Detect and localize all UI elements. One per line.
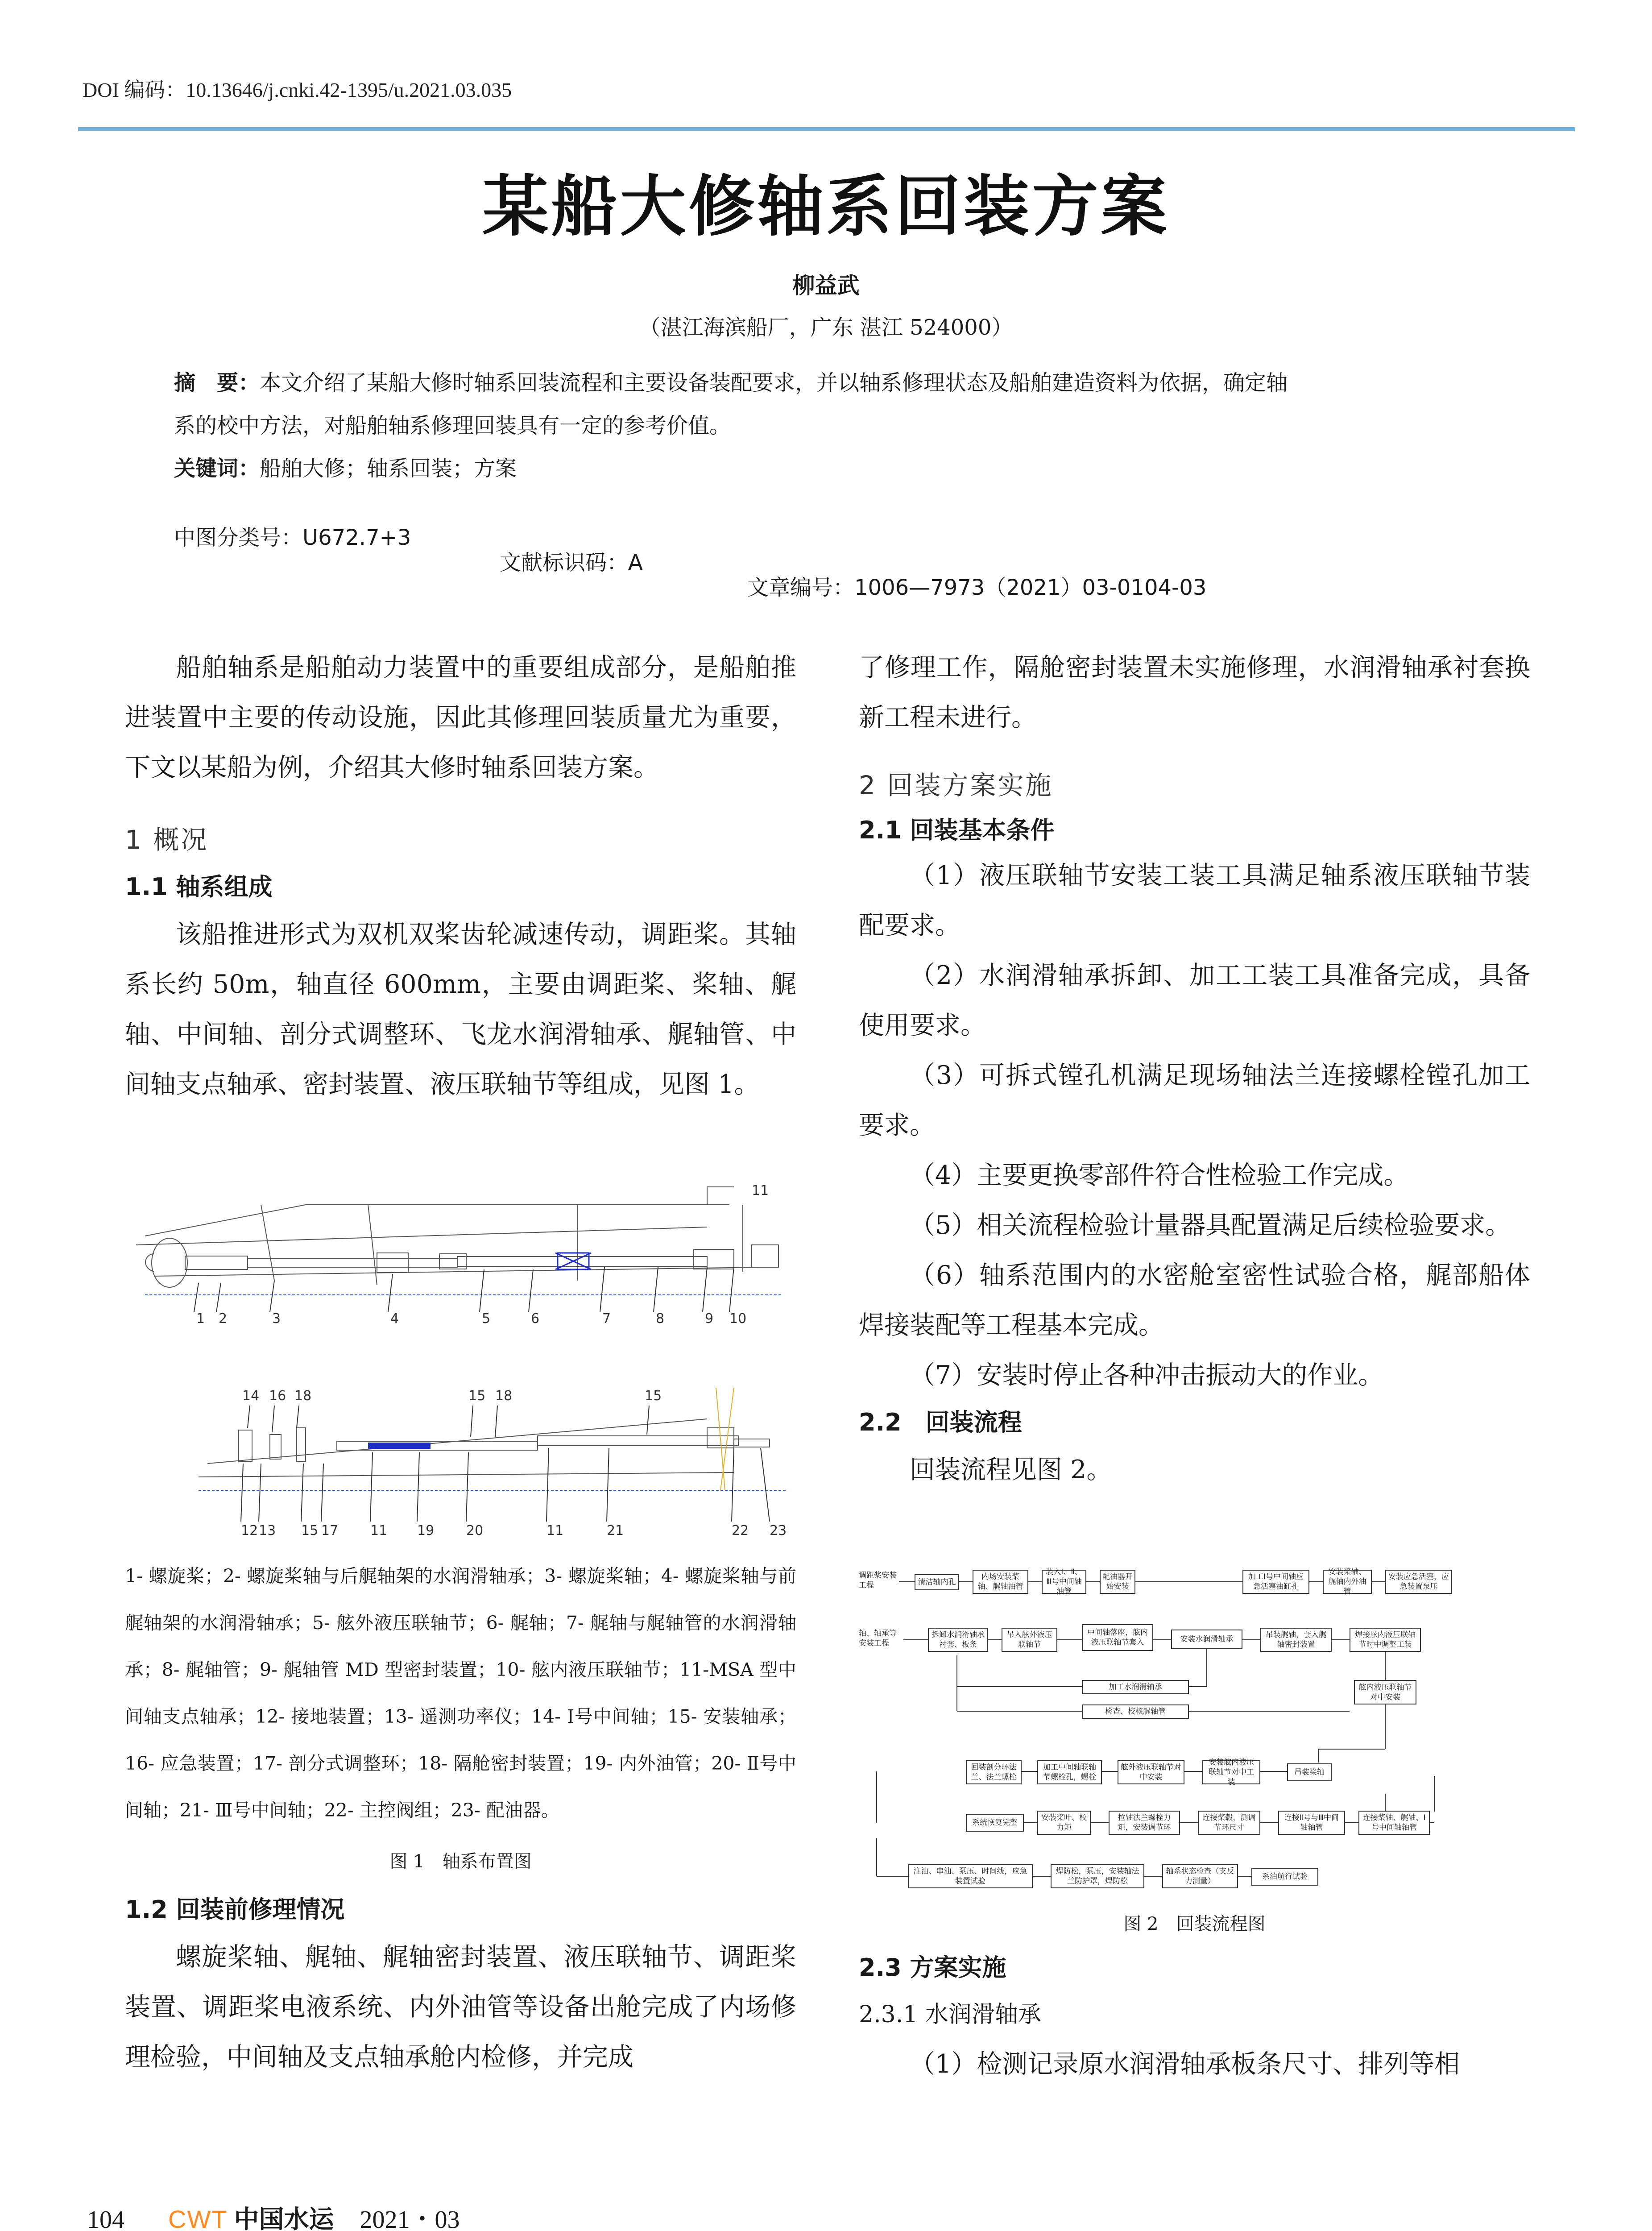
fig1-label: 4 <box>390 1311 399 1327</box>
flow-row-label: 调距桨安装工程 <box>859 1571 897 1590</box>
continued-paragraph: 了修理工作，隔舱密封装置未实施修理，水润滑轴承衬套换新工程未进行。 <box>859 653 1530 732</box>
flow-step: 加工Ⅰ号中间轴应急活塞油缸孔 <box>1242 1570 1309 1594</box>
doi-line: DOI 编码：10.13646/j.cnki.42-1395/u.2021.03.035 <box>83 79 512 101</box>
flow-step: 连接桨毂，测调节环尺寸 <box>1198 1811 1260 1835</box>
magazine-name: 中国水运 <box>234 2205 334 2231</box>
brand-logo: CWT <box>168 2205 228 2231</box>
fig1-label: 19 <box>417 1523 435 1538</box>
flow-step: 清洁轴内孔 <box>915 1574 959 1590</box>
classification-line <box>174 495 1207 600</box>
flow-step: 加工中间轴联轴节螺栓孔，螺栓 <box>1037 1760 1102 1784</box>
condition-item: （7）安装时停止各种冲击振动大的作业。 <box>910 1360 1384 1390</box>
left-column-top <box>125 643 796 1109</box>
flow-step: 连接桨轴、艉轴、Ⅰ号中间轴轴管 <box>1358 1811 1430 1835</box>
figure-2-caption: 图 2 回装流程图 <box>1123 1914 1266 1934</box>
condition-item: （1）液压联轴节安装工装工具满足轴系液压联轴节装配要求。 <box>859 861 1530 940</box>
fig1-label: 20 <box>466 1523 484 1538</box>
flow-step: 配油器开始安装 <box>1100 1570 1135 1594</box>
keywords-label: 关键词： <box>174 456 260 481</box>
flow-step: 注油、串油、泵压、时间线，应急装置试验 <box>908 1864 1033 1888</box>
flow-step: 焊接舷内液压联轴节时中调整工装 <box>1350 1628 1421 1652</box>
fig1-label: 23 <box>770 1523 787 1538</box>
fig1-label: 10 <box>729 1311 747 1327</box>
fig1-label: 16 <box>269 1388 286 1404</box>
section-1-2-paragraph: 螺旋桨轴、艉轴、艉轴密封装置、液压联轴节、调距桨装置、调距桨电液系统、内外油管等设备出舱完成了内场修理检验，中间轴及支点轴承舱内检修，并完成 <box>125 1942 796 2072</box>
fig1-label: 8 <box>656 1311 665 1327</box>
clc-number: 中图分类号：U672.7+3 <box>174 525 411 550</box>
fig1-label: 2 <box>219 1311 228 1327</box>
fig1-label: 11 <box>752 1183 769 1198</box>
flow-step: 加工水润滑轴承 <box>1082 1680 1189 1694</box>
flow-step: 轴系状态检查（支反力测量） <box>1162 1864 1238 1888</box>
flow-step: 吊装艉轴，套入艉轴密封装置 <box>1260 1628 1332 1652</box>
fig1-label: 18 <box>294 1388 312 1404</box>
flow-step: 回装剖分环法兰、法兰螺栓 <box>966 1760 1022 1784</box>
affiliation: （湛江海滨船厂，广东 湛江 524000） <box>639 315 1013 340</box>
fig1-label: 11 <box>547 1523 564 1538</box>
hull-line-upper <box>145 1205 729 1236</box>
issue: 2021・03 <box>360 2206 460 2231</box>
flow-step: 吊装桨轴 <box>1287 1763 1332 1781</box>
hull-line-diagonal <box>136 1227 707 1245</box>
fig1-label: 21 <box>607 1523 624 1538</box>
document-code: 文献标识码：A <box>500 550 643 575</box>
section-1-1-paragraph: 该船推进形式为双机双桨齿轮减速传动，调距桨。其轴系长约 50m，轴直径 600mm，主要由调距桨、桨轴、艉轴、中间轴、剖分式调整环、飞龙水润滑轴承、艉轴管、中间轴支点轴承、密封装置、液压联轴节等组成，见图 1。 <box>125 920 796 1099</box>
fig1-label: 9 <box>705 1311 714 1327</box>
flow-step: 检查、校核艉轴管 <box>1082 1704 1189 1719</box>
flow-step: 焊防松，泵压，安装轴法兰防护罩，焊防松 <box>1051 1864 1144 1888</box>
section-2-2-paragraph: 回装流程见图 2。 <box>910 1455 1112 1485</box>
section-2-3-heading: 2.3 方案实施 <box>859 1953 1006 1982</box>
flow-row-label: 轴、轴承等安装工程 <box>859 1629 897 1648</box>
condition-item: （2）水润滑轴承拆卸、加工工装工具准备完成，具备使用要求。 <box>859 961 1530 1040</box>
flow-step: 连接Ⅱ号与Ⅲ中间轴轴管 <box>1278 1811 1345 1835</box>
section-2-heading: 2 回装方案实施 <box>859 770 1053 800</box>
section-2-2-heading: 2.2 回装流程 <box>859 1408 1022 1436</box>
condition-item: （4）主要更换零部件符合性检验工作完成。 <box>910 1161 1409 1190</box>
propeller <box>152 1238 187 1287</box>
intro-paragraph: 船舶轴系是船舶动力装置中的重要组成部分，是船舶推进装置中主要的传动设施，因此其修理回装质量尤为重要，下文以某船为例，介绍其大修时轴系回装方案。 <box>125 653 796 782</box>
flow-step: 装入Ⅰ、Ⅱ、Ⅲ号中间轴油管 <box>1042 1570 1086 1594</box>
flow-step: 安装舷内液压联轴节对中工装 <box>1202 1760 1260 1784</box>
flow-step: 吊入舷外液压联轴节 <box>1002 1628 1057 1652</box>
section-2-3-1-heading: 2.3.1 水润滑轴承 <box>859 2001 1041 2028</box>
section-1-2-heading: 1.2 回装前修理情况 <box>125 1895 345 1924</box>
condition-item: （5）相关流程检验计量器具配置满足后续检验要求。 <box>910 1211 1511 1240</box>
flow-step: 系泊航行试验 <box>1251 1868 1318 1886</box>
author: 柳益武 <box>792 273 860 299</box>
figure-1-legend: 1- 螺旋桨；2- 螺旋桨轴与后艉轴架的水润滑轴承；3- 螺旋桨轴；4- 螺旋桨轴与前艉轴架的水润滑轴承；5- 舷外液压联轴节；6- 艉轴；7- 艉轴与艉轴管的水润滑轴承；8- 艉轴管；9- 艉轴管 MD 型密封装置；10- 舷内液压联轴节；11-MSA 型中间轴支点轴承；12- 接地装置；13- 遥测功率仪；14- Ⅰ号中间轴；15- 安装轴承；16- 应急装置；17- 剖分式调整环；18- 隔舱密封装置；19- 内外油管；20- Ⅱ号中间轴；21- Ⅲ号中间轴；22- 主控阀组；23- 配油器。 <box>125 1565 796 1821</box>
flow-step: 安装桨叶、校力矩 <box>1037 1811 1091 1835</box>
abstract <box>174 361 1490 490</box>
fig1-label: 13 <box>259 1523 276 1538</box>
fig1-label: 5 <box>482 1311 491 1327</box>
fig1-label: 12 <box>241 1523 258 1538</box>
flowchart-connectors <box>859 1562 1532 1901</box>
fig1-label: 11 <box>370 1523 388 1538</box>
abstract-label: 摘 要： <box>174 370 260 395</box>
abstract-text-2: 系的校中方法，对船舶轴系修理回装具有一定的参考价值。 <box>174 413 731 438</box>
fig1-label: 3 <box>272 1311 281 1327</box>
header-rule <box>78 127 1575 131</box>
flow-step: 拆卸水润滑轴承衬套、板条 <box>928 1628 988 1652</box>
section-2-3-1-paragraph: （1）检测记录原水润滑轴承板条尺寸、排列等相 <box>910 2049 1460 2079</box>
flow-step: 安装水润滑轴承 <box>1171 1630 1242 1649</box>
left-column-bottom <box>125 1887 796 2082</box>
fig1-label: 15 <box>468 1388 486 1404</box>
flow-step: 拉轴法兰螺栓力矩，安装调节环 <box>1109 1811 1180 1835</box>
flow-step: 中间轴落座，舷内液压联轴节套入 <box>1082 1624 1153 1651</box>
flow-step: 内场安装桨轴、艉轴油管 <box>973 1570 1028 1594</box>
fig1-label: 7 <box>602 1311 611 1327</box>
figure-1-shaft-layout <box>127 1178 796 1544</box>
keywords-text: 船舶大修；轴系回装；方案 <box>260 456 517 481</box>
article-number: 文章编号：1006—7973（2021）03-0104-03 <box>747 575 1207 600</box>
fig1-label: 14 <box>242 1388 260 1404</box>
right-column-bottom <box>859 1945 1530 2089</box>
flow-step: 系统恢复完整 <box>966 1814 1024 1832</box>
article-title: 某船大修轴系回装方案 <box>482 167 1170 245</box>
flow-step: 安装桨轴、艉轴内外油管 <box>1323 1570 1372 1594</box>
section-2-1-heading: 2.1 回装基本条件 <box>859 816 1055 844</box>
flow-step: 舷内液压联轴节对中安装 <box>1354 1680 1416 1704</box>
fig1-label: 22 <box>732 1523 749 1538</box>
fig1-label: 17 <box>321 1523 339 1538</box>
flow-step: 舷外液压联轴节对中安装 <box>1118 1760 1184 1784</box>
fig1-label: 6 <box>531 1311 540 1327</box>
page-footer <box>87 2200 460 2231</box>
right-column-top <box>859 643 1530 1495</box>
flow-step: 安装应急活塞，应急装置泵压 <box>1385 1570 1452 1594</box>
condition-item: （6）轴系范围内的水密舱室密性试验合格，艉部船体焊接装配等工程基本完成。 <box>859 1261 1530 1340</box>
figure-1-caption: 图 1 轴系布置图 <box>389 1851 532 1872</box>
page-number: 104 <box>87 2206 124 2231</box>
fig1-label: 1 <box>196 1311 205 1327</box>
fig1-label: 18 <box>495 1388 513 1404</box>
fig1-label: 15 <box>301 1523 319 1538</box>
abstract-text-1: 本文介绍了某船大修时轴系回装流程和主要设备装配要求，并以轴系修理状态及船舶建造资料为依据，确定轴 <box>260 370 1288 395</box>
figure-2-flowchart <box>859 1562 1532 1901</box>
condition-item: （3）可拆式镗孔机满足现场轴法兰连接螺栓镗孔加工要求。 <box>859 1061 1530 1140</box>
section-1-1-heading: 1.1 轴系组成 <box>125 873 273 901</box>
fig1-label: 15 <box>645 1388 662 1404</box>
section-1-heading: 1 概况 <box>125 825 209 855</box>
